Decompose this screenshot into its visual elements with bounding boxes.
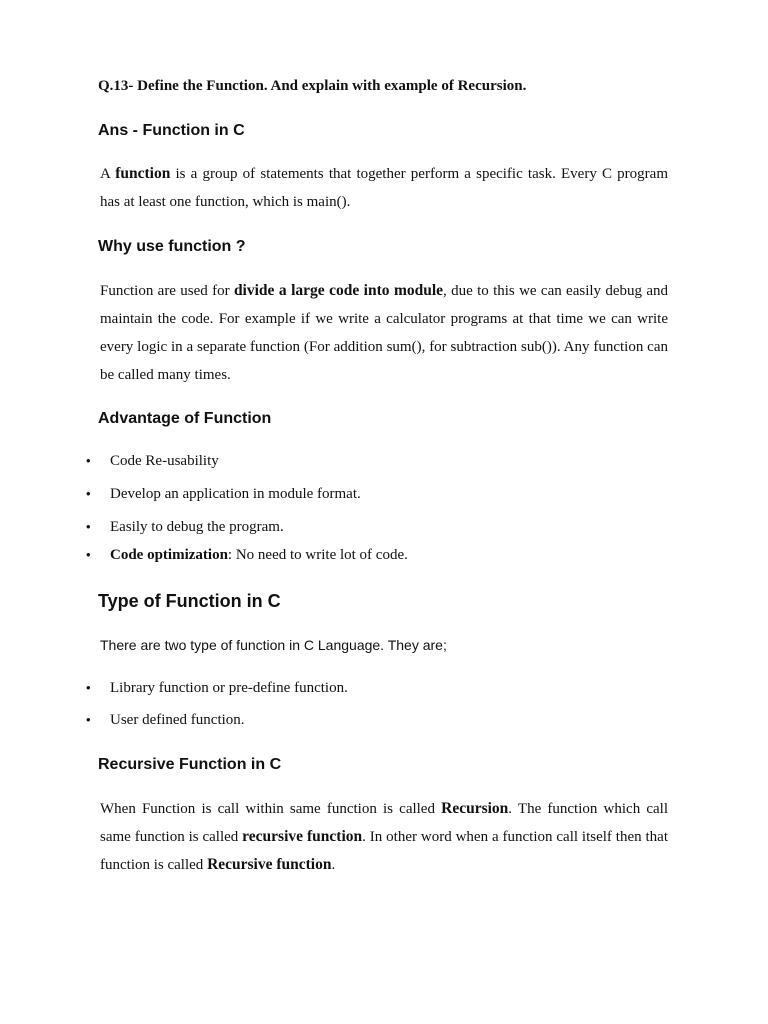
recursive-text-1: When Function is call within same function is called (100, 801, 442, 817)
type-heading: Type of Function in C (98, 591, 281, 611)
advantage-item-text: Develop an application in module format. (110, 486, 361, 502)
recursive-heading: Recursive Function in C (98, 756, 282, 773)
recursive-paragraph (100, 795, 668, 879)
type-item (86, 712, 245, 729)
bullet-glyph: • (86, 712, 91, 727)
intro-bold: function (115, 165, 171, 182)
intro-text: is a group of statements that together perform a specific task. Every C program has at least one function, which is main(). (100, 166, 668, 210)
bullet-glyph: • (86, 547, 91, 562)
advantage-item-bold: Code optimization (110, 547, 228, 563)
advantage-item (86, 486, 361, 503)
advantage-item-text: : No need to write lot of code. (227, 547, 408, 563)
bullet-glyph: • (86, 519, 91, 534)
intro-paragraph (100, 160, 668, 216)
why-use-text: , due to this we can easily debug and maintain the code. For example if we write a calculator programs at that time we can write every logic in a separate function (For addition sum(), for subtraction sub()). Any function can be called many times. (100, 283, 668, 383)
recursive-bold-2: recursive function (242, 828, 363, 845)
bullet-glyph: • (86, 453, 91, 468)
bullet-glyph: • (86, 486, 91, 501)
advantage-item-text: Easily to debug the program. (110, 519, 284, 535)
question-title: Q.13- Define the Function. And explain with example of Recursion. (98, 78, 527, 94)
type-item-text: User defined function. (110, 712, 245, 728)
why-use-bold: divide a large code into module (233, 282, 444, 299)
bullet-glyph: • (86, 680, 91, 695)
advantage-heading: Advantage of Function (98, 410, 272, 427)
recursive-bold-3: Recursive function (207, 856, 332, 873)
intro-prefix: A (100, 166, 116, 182)
recursive-bold-1: Recursion (441, 800, 509, 817)
recursive-text-4: . (331, 857, 336, 873)
advantage-item (86, 547, 408, 564)
why-use-prefix: Function are used for (100, 283, 234, 299)
type-item-text: Library function or pre-define function. (110, 680, 348, 696)
advantage-item (86, 519, 284, 536)
why-use-paragraph (100, 277, 668, 389)
advantage-item-text: Code Re-usability (110, 453, 219, 469)
recursive-text-2: . The function which call same function is called (100, 801, 668, 845)
answer-heading: Ans - Function in C (98, 122, 245, 139)
type-item (86, 680, 348, 697)
advantage-item (86, 453, 219, 470)
why-use-heading: Why use function ? (98, 238, 246, 255)
recursive-text-3: . In other word when a function call itself then that function is called (100, 829, 668, 873)
type-intro: There are two type of function in C Language. They are; (100, 637, 447, 653)
